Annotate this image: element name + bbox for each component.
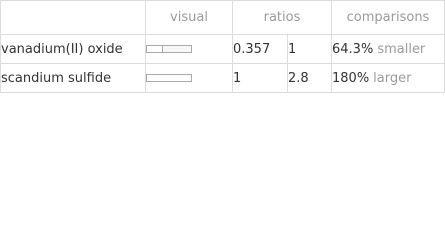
header-row [1, 1, 445, 35]
row-name: scandium sulfide [1, 64, 146, 93]
comparison-cell [332, 64, 445, 93]
comparison-table [0, 0, 445, 93]
comparison-note: smaller [377, 41, 426, 57]
comparison-cell [332, 35, 445, 64]
visual-cell [146, 35, 233, 64]
table-row [1, 35, 445, 64]
ratio-bar-fill [147, 46, 163, 52]
visual-cell [146, 64, 233, 93]
ratio-value: 1 [233, 64, 288, 93]
ratio-bar-fill [147, 75, 191, 81]
comparison-note: larger [373, 70, 412, 86]
comparison-value: 64.3% [332, 41, 374, 57]
row-name: vanadium(II) oxide [1, 35, 146, 64]
ratio-value: 2.8 [288, 64, 332, 93]
header-visual: visual [146, 1, 233, 35]
ratio-value: 0.357 [233, 35, 288, 64]
ratio-value: 1 [288, 35, 332, 64]
comparison-value: 180% [332, 70, 370, 86]
header-comparisons: comparisons [332, 1, 445, 35]
header-ratios: ratios [233, 1, 332, 35]
ratio-bar [146, 74, 192, 82]
table-row [1, 64, 445, 93]
header-empty-cell [1, 1, 146, 35]
ratio-bar [146, 45, 192, 53]
